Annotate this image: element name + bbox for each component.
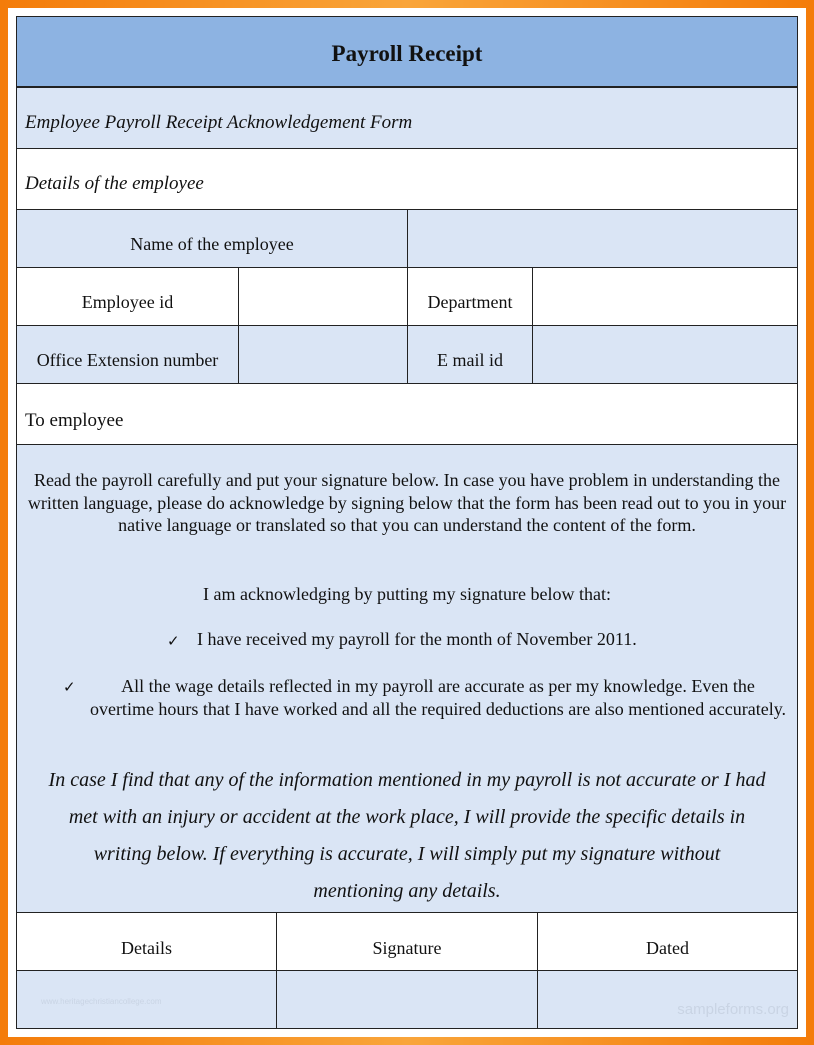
department-label-cell: [408, 268, 533, 325]
watermark-right: sampleforms.org: [677, 1001, 789, 1018]
name-label: Name of the employee: [130, 234, 294, 254]
instructions-text: Read the payroll carefully and put your signature below. In case you have problem in understanding the written language, please do acknowledge by signing below that the form has been read out to you in your native language or translated so that you can understand the content of the form.: [27, 470, 787, 535]
office-ext-input-cell[interactable]: [239, 326, 408, 383]
details-heading-row: [17, 149, 797, 210]
instruction-block: [17, 445, 797, 913]
details-header-cell: [17, 913, 277, 970]
email-label: E mail id: [437, 350, 503, 370]
email-input-cell[interactable]: [533, 326, 797, 383]
dated-input-cell[interactable]: [538, 971, 797, 1028]
checkmark-icon: ✓: [167, 634, 180, 650]
form-title: Payroll Receipt: [331, 41, 483, 66]
signature-table-row: [17, 971, 797, 1028]
dated-header: Dated: [646, 938, 689, 958]
to-employee-heading: To employee: [25, 410, 124, 431]
form-subtitle: Employee Payroll Receipt Acknowledgement Form: [25, 112, 413, 133]
checkmark-icon: ✓: [63, 680, 76, 696]
name-input-cell[interactable]: [408, 210, 797, 267]
department-label: Department: [427, 292, 513, 312]
signature-table-header: [17, 913, 797, 971]
statement-line-1: In case I find that any of the information mentioned in my payroll is not accurate or I had: [48, 769, 766, 791]
ack-intro: I am acknowledging by putting my signature below that:: [203, 584, 611, 604]
dated-header-cell: [538, 913, 797, 970]
statement-line-2: met with an injury or accident at the work place, I will provide the specific details in: [68, 806, 746, 828]
to-employee-row: [17, 384, 797, 445]
name-label-cell: [17, 210, 408, 267]
details-header: Details: [121, 938, 172, 958]
watermark-left: www.heritagechristiancollege.com: [41, 997, 162, 1006]
details-input-cell[interactable]: [17, 971, 277, 1028]
statement-line-3: writing below. If everything is accurate, I will simply put my signature without: [93, 843, 721, 865]
statement-line-4: mentioning any details.: [313, 880, 501, 902]
email-label-cell: [408, 326, 533, 383]
subtitle-row: [17, 88, 797, 149]
employee-id-label: Employee id: [81, 292, 174, 312]
payroll-receipt-form: [16, 16, 798, 1029]
office-ext-label: Office Extension number: [36, 350, 219, 370]
bullet-wage-details: All the wage details reflected in my payroll are accurate as per my knowledge. Even the overtime hours that I have worked and all the required deductions are also mentioned accurately.: [89, 676, 787, 719]
signature-input-cell[interactable]: [277, 971, 538, 1028]
office-ext-label-cell: [17, 326, 239, 383]
signature-header: Signature: [372, 938, 442, 958]
employee-id-label-cell: [17, 268, 239, 325]
title-row: [17, 17, 797, 88]
employee-id-input-cell[interactable]: [239, 268, 408, 325]
employee-id-row: [17, 268, 797, 326]
office-ext-row: [17, 326, 797, 384]
name-row: [17, 210, 797, 268]
bullet-payroll-received: I have received my payroll for the month of November 2011.: [197, 629, 637, 649]
department-input-cell[interactable]: [533, 268, 797, 325]
details-heading: Details of the employee: [25, 173, 204, 194]
signature-header-cell: [277, 913, 538, 970]
